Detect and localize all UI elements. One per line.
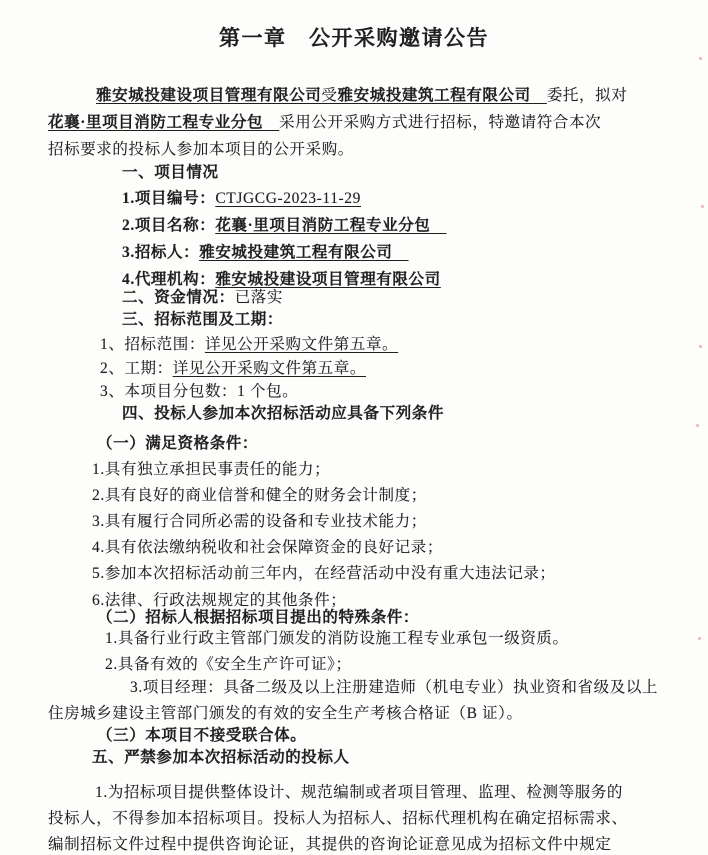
duration-label: 2、工期：: [100, 360, 173, 377]
agency-name-underlined: 雅安城投建设项目管理有限公司: [96, 87, 322, 104]
section-5-para-line: 编制招标文件过程中提供咨询论证，其提供的咨询论证意见成为招标文件中规定: [48, 836, 612, 853]
qualification-item: 3.具有履行合同所必需的设备和专业技术能力；: [92, 513, 427, 530]
project-name-underlined: 花襄·里项目消防工程专业分包: [48, 114, 280, 131]
lot-count-label: 3、本项目分包数：: [100, 383, 238, 400]
sub3-heading: （三）本项目不接受联合体。: [97, 727, 307, 744]
funding-label: 二、资金情况：: [122, 289, 235, 306]
qualification-item: 2.具有良好的商业信誉和健全的财务会计制度；: [92, 487, 427, 504]
intro-line-1-tail: 委托，拟对: [546, 87, 628, 104]
project-number-row: [122, 189, 361, 209]
agent-value: 雅安城投建设项目管理有限公司: [215, 271, 441, 288]
scan-speck: [698, 637, 701, 640]
scope-value: 详见公开采购文件第五章。: [204, 336, 399, 353]
section-5-heading: 五、严禁参加本次招标活动的投标人: [92, 749, 350, 766]
tenderee-label: 3.招标人：: [122, 244, 200, 261]
sub2-heading: （二）招标人根据招标项目提出的特殊条件：: [97, 609, 420, 626]
section-3-heading: 三、招标范围及工期：: [122, 311, 284, 328]
project-number-label: 1.项目编号：: [122, 190, 216, 207]
project-name-row: [122, 216, 447, 236]
intro-line-3: 招标要求的投标人参加本项目的公开采购。: [48, 141, 354, 158]
section-5-para-line: 投标人，不得参加本招标项目。投标人为招标人、招标代理机构在确定招标需求、: [48, 810, 628, 827]
intro-line-1: [48, 86, 627, 106]
agent-label: 4.代理机构：: [122, 271, 216, 288]
scan-speck: [696, 424, 699, 427]
funding-value: 已落实: [234, 289, 284, 306]
duration-value: 详见公开采购文件第五章。: [172, 360, 366, 377]
scan-speck: [699, 57, 702, 60]
intro-line-2-tail: 采用公开采购方式进行招标，特邀请符合本次: [279, 114, 602, 131]
section-1-heading: 一、项目情况: [122, 164, 219, 181]
project-number-value: CTJGCG-2023-11-29: [215, 190, 362, 207]
lot-count-value: 1 个包。: [237, 383, 299, 400]
special-condition-item: 2.具备有效的《安全生产许可证》；: [105, 656, 352, 673]
scan-speck: [699, 345, 702, 348]
special-condition-item3-line2: 住房城乡建设主管部门颁发的有效的安全生产考核合格证（B 证）。: [48, 705, 523, 722]
chapter-title: 第一章 公开采购邀请公告: [219, 26, 489, 50]
tenderee-name-underlined: 雅安城投建筑工程有限公司: [337, 87, 547, 104]
project-name-label: 2.项目名称：: [122, 217, 216, 234]
section-5-para-line: 1.为招标项目提供整体设计、规范编制或者项目管理、监理、检测等服务的: [95, 784, 624, 801]
qualification-item: 6.法律、行政法规规定的其他条件；: [92, 592, 347, 609]
duration-row: [100, 359, 366, 379]
intro-connector: 受: [321, 87, 338, 104]
qualification-item: 5.参加本次招标活动前三年内，在经营活动中没有重大违法记录；: [92, 565, 556, 582]
special-condition-item: 1.具备行业行政主管部门颁发的消防设施工程专业承包一级资质。: [105, 630, 569, 647]
agent-row: [122, 270, 441, 290]
lot-count-row: [100, 382, 298, 402]
scan-speck: [701, 205, 704, 208]
tenderee-value: 雅安城投建筑工程有限公司: [199, 244, 409, 261]
sub1-heading: （一）满足资格条件：: [97, 435, 259, 452]
project-name-value: 花襄·里项目消防工程专业分包: [215, 217, 447, 234]
section-2-row: [122, 288, 283, 308]
scope-row: [100, 335, 398, 355]
intro-line-2: [48, 113, 601, 133]
tenderee-row: [122, 243, 409, 263]
scope-label: 1、招标范围：: [100, 336, 205, 353]
qualification-item: 1.具有独立承担民事责任的能力；: [92, 461, 331, 478]
special-condition-item3-line1: 3.项目经理：具备二级及以上注册建造师（机电专业）执业资和省级及以上: [130, 679, 659, 696]
qualification-item: 4.具有依法缴纳税收和社会保障资金的良好记录；: [92, 539, 443, 556]
section-4-heading: 四、投标人参加本次招标活动应具备下列条件: [122, 405, 445, 422]
